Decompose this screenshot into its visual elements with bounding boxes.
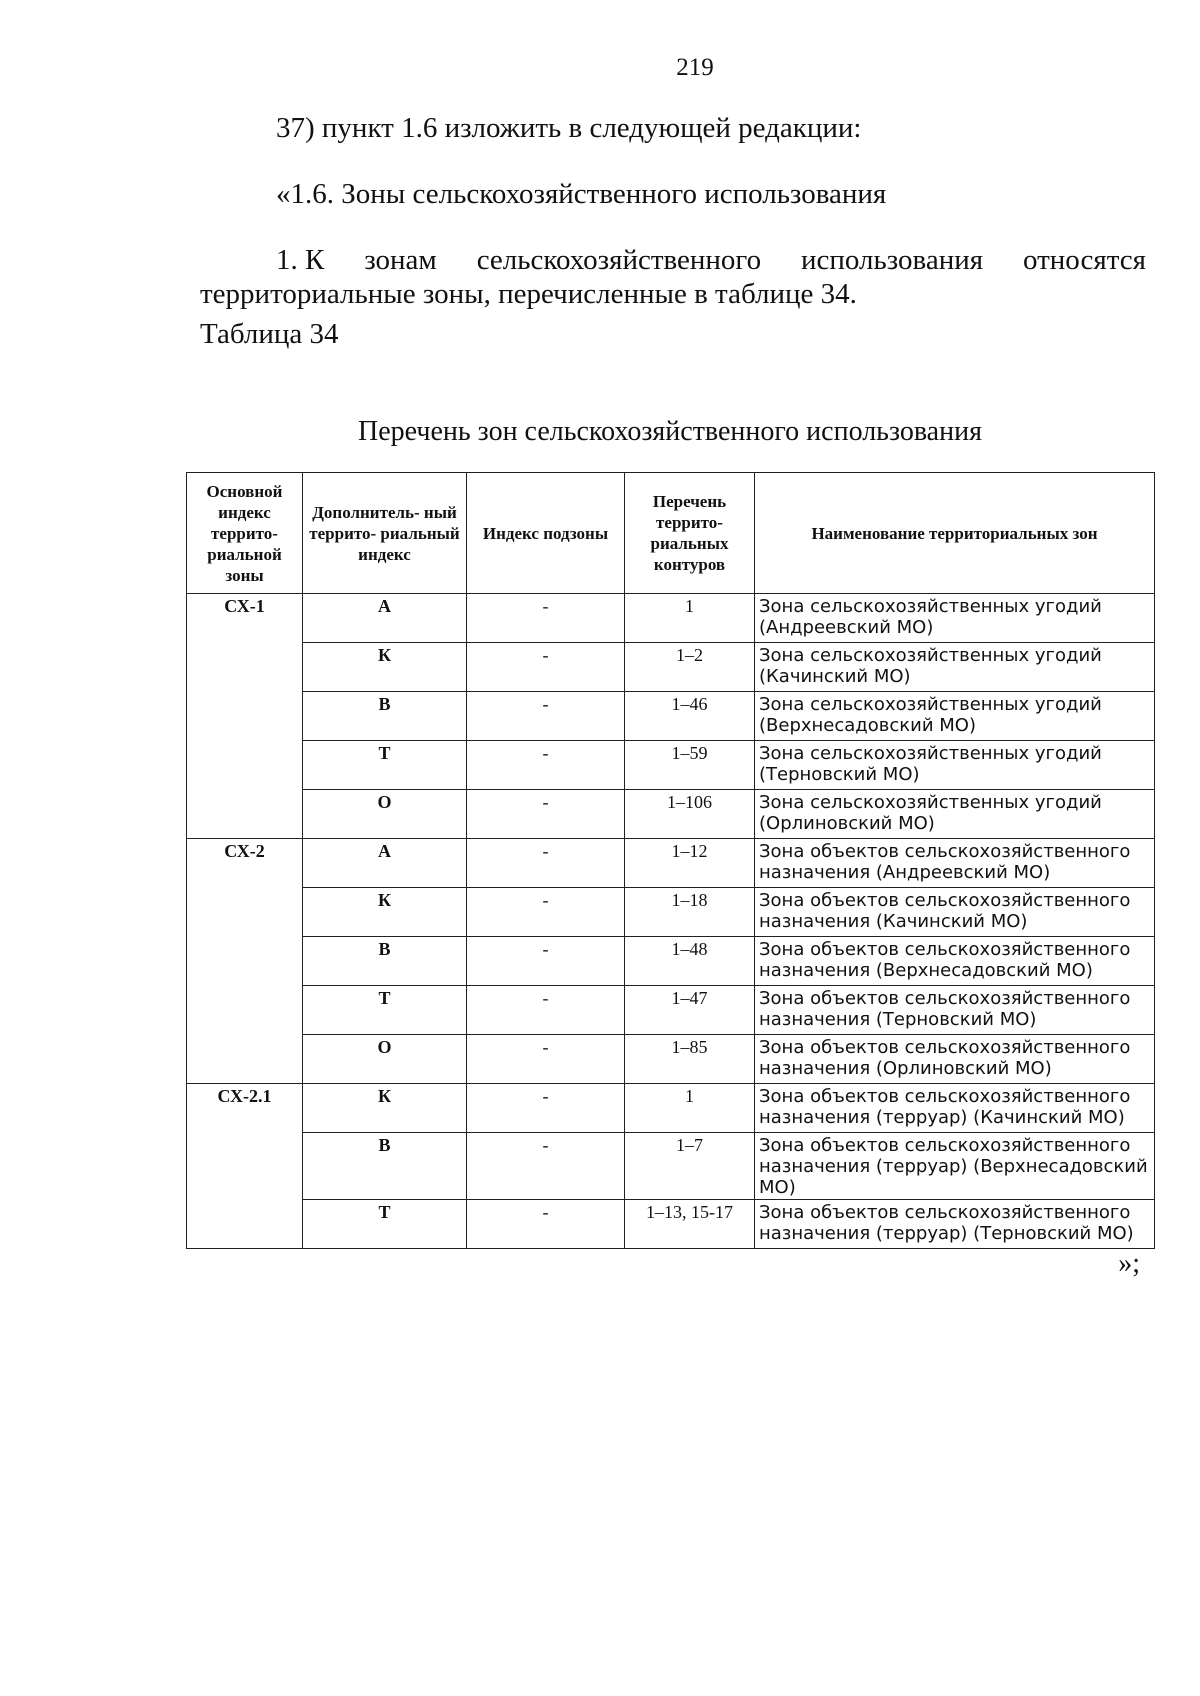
table-row: [187, 1035, 1155, 1084]
zone-name-cell: Зона объектов сельскохозяйственного назначения (Качинский МО): [755, 888, 1155, 937]
section-heading: «1.6. Зоны сельскохозяйственного использования: [276, 178, 887, 210]
additional-index-cell: А: [303, 594, 467, 643]
contours-cell: 1: [625, 1084, 755, 1133]
zone-name-cell: Зона объектов сельскохозяйственного назначения (Андреевский МО): [755, 839, 1155, 888]
table-row: [187, 790, 1155, 839]
item-word: использования: [801, 244, 984, 276]
subzone-index-cell: -: [467, 839, 625, 888]
additional-index-cell: К: [303, 1084, 467, 1133]
main-index-cell: СХ-2.1: [187, 1084, 303, 1249]
main-index-cell: СХ-1: [187, 594, 303, 839]
item-word: 1. К: [276, 244, 325, 276]
item-word: относятся: [1023, 244, 1146, 276]
additional-index-cell: В: [303, 692, 467, 741]
subzone-index-cell: -: [467, 937, 625, 986]
item-line-1: [276, 244, 1146, 277]
header-additional-index: Дополнитель- ный террито- риальный индекс: [303, 473, 467, 594]
contours-cell: 1–46: [625, 692, 755, 741]
subzone-index-cell: -: [467, 1035, 625, 1084]
table-row: [187, 594, 1155, 643]
contours-cell: 1–18: [625, 888, 755, 937]
additional-index-cell: О: [303, 1035, 467, 1084]
header-contours: Перечень террито- риальных контуров: [625, 473, 755, 594]
subzone-index-cell: -: [467, 594, 625, 643]
contours-cell: 1–85: [625, 1035, 755, 1084]
zone-name-cell: Зона объектов сельскохозяйственного назначения (терруар) (Терновский МО): [755, 1200, 1155, 1249]
subzone-index-cell: -: [467, 1133, 625, 1200]
contours-cell: 1: [625, 594, 755, 643]
table-row: [187, 692, 1155, 741]
additional-index-cell: О: [303, 790, 467, 839]
zone-name-cell: Зона сельскохозяйственных угодий (Верхнесадовский МО): [755, 692, 1155, 741]
zone-name-cell: Зона сельскохозяйственных угодий (Андреевский МО): [755, 594, 1155, 643]
zone-name-cell: Зона объектов сельскохозяйственного назначения (Орлиновский МО): [755, 1035, 1155, 1084]
subzone-index-cell: -: [467, 1084, 625, 1133]
table-row: [187, 1084, 1155, 1133]
table-title: Перечень зон сельскохозяйственного использования: [358, 416, 982, 447]
table-row: [187, 741, 1155, 790]
additional-index-cell: А: [303, 839, 467, 888]
zone-name-cell: Зона объектов сельскохозяйственного назначения (терруар) (Качинский МО): [755, 1084, 1155, 1133]
table-row: [187, 839, 1155, 888]
additional-index-cell: Т: [303, 741, 467, 790]
contours-cell: 1–13, 15-17: [625, 1200, 755, 1249]
additional-index-cell: К: [303, 643, 467, 692]
table-row: [187, 1200, 1155, 1249]
zone-name-cell: Зона сельскохозяйственных угодий (Орлиновский МО): [755, 790, 1155, 839]
header-zone-name: Наименование территориальных зон: [755, 473, 1155, 594]
additional-index-cell: Т: [303, 1200, 467, 1249]
table-row: [187, 643, 1155, 692]
subzone-index-cell: -: [467, 643, 625, 692]
additional-index-cell: Т: [303, 986, 467, 1035]
table-header-row: [187, 473, 1155, 594]
contours-cell: 1–48: [625, 937, 755, 986]
subzone-index-cell: -: [467, 986, 625, 1035]
table-row: [187, 1133, 1155, 1200]
main-index-cell: СХ-2: [187, 839, 303, 1084]
table-label: Таблица 34: [200, 318, 339, 350]
table-row: [187, 888, 1155, 937]
contours-cell: 1–59: [625, 741, 755, 790]
zone-name-cell: Зона сельскохозяйственных угодий (Качинский МО): [755, 643, 1155, 692]
contours-cell: 1–12: [625, 839, 755, 888]
zones-table: [186, 472, 1155, 1249]
subzone-index-cell: -: [467, 790, 625, 839]
header-subzone-index: Индекс подзоны: [467, 473, 625, 594]
item-line-2: территориальные зоны, перечисленные в таблице 34.: [200, 278, 857, 310]
subzone-index-cell: -: [467, 692, 625, 741]
contours-cell: 1–47: [625, 986, 755, 1035]
additional-index-cell: К: [303, 888, 467, 937]
table-row: [187, 986, 1155, 1035]
subzone-index-cell: -: [467, 888, 625, 937]
zone-name-cell: Зона сельскохозяйственных угодий (Терновский МО): [755, 741, 1155, 790]
page-number: 219: [676, 54, 714, 81]
subzone-index-cell: -: [467, 741, 625, 790]
zone-name-cell: Зона объектов сельскохозяйственного назначения (Верхнесадовский МО): [755, 937, 1155, 986]
contours-cell: 1–2: [625, 643, 755, 692]
closing-quote: »;: [1118, 1248, 1140, 1279]
zone-name-cell: Зона объектов сельскохозяйственного назначения (терруар) (Верхнесадовский МО): [755, 1133, 1155, 1200]
contours-cell: 1–106: [625, 790, 755, 839]
zone-name-cell: Зона объектов сельскохозяйственного назначения (Терновский МО): [755, 986, 1155, 1035]
additional-index-cell: В: [303, 1133, 467, 1200]
item-word: сельскохозяйственного: [476, 244, 762, 276]
table-row: [187, 937, 1155, 986]
contours-cell: 1–7: [625, 1133, 755, 1200]
additional-index-cell: В: [303, 937, 467, 986]
header-main-index: Основной индекс террито- риальной зоны: [187, 473, 303, 594]
item-word: зонам: [364, 244, 437, 276]
amendment-line: 37) пункт 1.6 изложить в следующей редакции:: [276, 112, 862, 144]
subzone-index-cell: -: [467, 1200, 625, 1249]
